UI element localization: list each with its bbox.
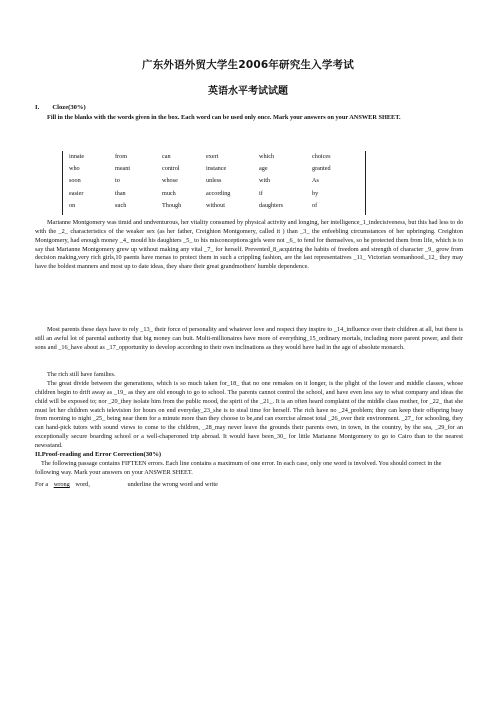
word-box-row bbox=[63, 153, 365, 162]
word-box bbox=[62, 151, 366, 215]
passage-paragraph-3: The rich still have families. bbox=[47, 371, 116, 378]
word-box-word: such bbox=[115, 201, 127, 209]
example-prefix: For a bbox=[35, 481, 49, 488]
word-box-word: control bbox=[162, 165, 180, 173]
section-1-heading: I. Cloze(30%) bbox=[35, 104, 86, 111]
word-box-word: As bbox=[312, 177, 319, 185]
word-box-word: than bbox=[115, 189, 126, 197]
word-box-word: soon bbox=[69, 177, 81, 185]
word-box-row bbox=[63, 190, 365, 199]
example-rule: underline the wrong word and write bbox=[127, 481, 218, 488]
word-box-word: if bbox=[259, 189, 263, 197]
section-1-instruction: Fill in the blanks with the words given in the box. Each word can be used only once. Mark your answers on your ANSWER SHEET. bbox=[47, 114, 401, 121]
word-box-word: innate bbox=[69, 153, 85, 160]
passage-paragraph-2: Most parents these days have to rely _13_ their force of personality and whatever love and respect they inspire to _14_influence over their children at all, but there is still an awful lot of parental authority that big money can buit. Multi-millionaires have more of everything_15_ordinary mortals, including more parent power, and their sons and _16_have about as _17_opportunity to develop according to their own inclinations as they would have had in the age of absolute monarch. bbox=[35, 326, 463, 351]
word-box-row bbox=[63, 165, 365, 174]
word-box-word: Though bbox=[162, 201, 182, 209]
section-2-instruction: The following passage contains FIFTEEN errors. Each line contains a maximum of one error. In each case, only one word is involved. You should correct in the following way. Mark your answers on your ANSWER SHEET. bbox=[35, 460, 442, 476]
word-box-word: according bbox=[206, 189, 231, 197]
word-box-row bbox=[63, 202, 365, 211]
word-box-word: of bbox=[312, 201, 318, 209]
word-box-word: to bbox=[115, 177, 120, 185]
word-box-word: much bbox=[162, 189, 176, 197]
word-box-word: exert bbox=[206, 153, 219, 160]
exam-title: 广东外语外贸大学生2006年研究生入学考试 bbox=[142, 59, 354, 71]
word-box-word: meant bbox=[115, 165, 131, 173]
word-box-word: from bbox=[115, 153, 128, 160]
word-box-word: easier bbox=[69, 189, 84, 197]
word-box-word: which bbox=[259, 153, 275, 160]
passage-paragraph-1: Marianne Montgomery was timid and undventurous, her vitality consumed by physical activity and longing, her intelligence_1_indecisiveness, but this had less to do with the _2_ characteristics of the weaker sex (as her father, Creighton Montgomery, called it ) than _3_ the enfeebling circumstances of her upbringing. Creighton Montgomery, had enough money _4_ mould his daughters _5_ to his misconceptions:girls were not _6_ to fend for themselves, so he protected them from life, which is to say that Marianne Montgomery grew up without making any vital _7_ for herself. Prevented_8_acquiring the habits of freedom and strength of character _9_ grow from decision making,very rich girls,10 paents have menas to protect them in such a crippling fashion, are the last representatives _11_ Victorian womanhood._12_ they may have the boldest manners and most up to date ideas, they share their great grandmothers' humble dependence. bbox=[35, 219, 463, 271]
exam-subtitle: 英语水平考试试题 bbox=[208, 86, 288, 97]
word-box-word: age bbox=[259, 165, 268, 173]
example-wrong-word: wrong bbox=[53, 481, 70, 488]
word-box-word: with bbox=[259, 177, 271, 185]
word-box-word: instance bbox=[206, 165, 227, 173]
passage-paragraph-4: The great divide between the generations, which is so much taken for_18_ that no one remakes on it longer, is the plight of the lower and middle classes, whose children begin to drift away as _19_ as they are old enough to go to school. The parents cannot control the school, and have even less say to what company and ideas the child will be exposed to; nor _20_they isolate him from the public mood, the spirit of the _21_. It is an often heard complaint of the middle class mother, for _22_ that she must let her children watch television for hours on end everyday_23_she is to steal time for herself. The rich have no _24_problem; they can keep their offspring busy from morning to night _25_ being near them for a minute more than they choose to be,and can exercise almost total _26_over their environment. _27_ for schooling, they can hand-pick tutors with sound views to come to the children, _28_may never leave the grounds their parents own, in town, in the country, by the sea, _29_for an exceptionally secure boarding school or a well-chaperoned trip abroad. It would have been_30_ for little Marianne Montgomery to go to Cairo than to the nearest newsstand. bbox=[35, 380, 463, 449]
section-2-heading: II.Proof-reading and Error Correction(30%) bbox=[35, 451, 162, 458]
word-box-word: without bbox=[206, 201, 225, 209]
word-box-word: can bbox=[162, 153, 171, 160]
word-box-word: whose bbox=[162, 177, 178, 185]
word-box-word: unless bbox=[206, 177, 222, 185]
word-box-word: daughters bbox=[259, 201, 284, 209]
example-line bbox=[35, 481, 218, 488]
word-box-row bbox=[63, 177, 365, 186]
word-box-word: who bbox=[69, 165, 80, 173]
word-box-word: granted bbox=[312, 165, 331, 173]
word-box-word: choices bbox=[312, 153, 331, 160]
example-suffix: word, bbox=[75, 481, 90, 488]
word-box-word: by bbox=[312, 189, 319, 197]
word-box-word: on bbox=[69, 201, 76, 209]
